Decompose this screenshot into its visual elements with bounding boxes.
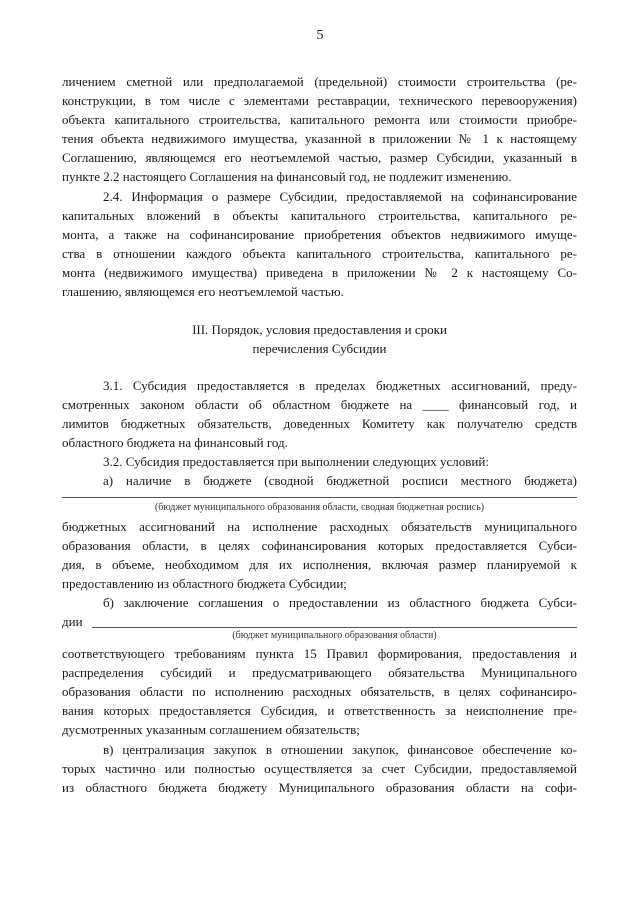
text-line: конструкции, в том числе с элементами реставрации, технического перевооружения) [62, 93, 577, 108]
text-line: образования области по исполнению расходных обязательств, в целях софинансиро- [62, 684, 577, 699]
page-number: 5 [316, 28, 324, 43]
text-line: б) заключение соглашения о предоставлении из областного бюджета Субси- [103, 595, 577, 610]
text-line: областного бюджета на финансовый год. [62, 435, 288, 450]
text-line: в) централизация закупок в отношении закупок, финансовое обеспечение ко- [103, 742, 577, 757]
text-line: ства в отношении каждого объекта капитального строительства, капитального ре- [62, 246, 577, 261]
text-line: монта (недвижимого имущества) приведена в приложении № 2 к настоящему Со- [62, 265, 577, 280]
text-line: дусмотренных указанным соглашением обязательств; [62, 722, 360, 737]
text-line: пункте 2.2 настоящего Соглашения на финансовый год, не подлежит изменению. [62, 169, 512, 184]
text-line: 2.4. Информация о размере Субсидии, предоставляемой на софинансирование [103, 189, 577, 204]
text-line: дии [62, 614, 83, 629]
fill-in-line [62, 497, 577, 498]
text-line: объекта капитального строительства, капитального ремонта или стоимости приобре- [62, 112, 577, 127]
text-line: бюджетных ассигнований на исполнение расходных обязательств муниципального [62, 519, 577, 534]
text-line: из областного бюджета бюджету Муниципального образования области на софи- [62, 780, 577, 795]
text-line: монта, а также на софинансирование приобретения объектов недвижимого имуще- [62, 227, 577, 242]
text-line: торых частично или полностью осуществляется за счет Субсидии, предоставляемой [62, 761, 577, 776]
field-caption: (бюджет муниципального образования области) [232, 630, 437, 641]
text-line: распределения субсидий и предусматривающего обязательства Муниципального [62, 665, 577, 680]
text-line: лимитов бюджетных обязательств, доведенных Комитету как получателю средств [62, 416, 577, 431]
text-line: смотренных законом области об областном бюджете на ____ финансовый год, и [62, 397, 577, 412]
text-line: дия, в объеме, необходимом для их исполнения, включая размер планируемой к [62, 557, 577, 572]
fill-in-line [92, 627, 577, 628]
text-line: соответствующего требованиям пункта 15 Правил формирования, предоставления и [62, 646, 577, 661]
text-line: 3.2. Субсидия предоставляется при выполнении следующих условий: [103, 454, 489, 469]
text-line: личением сметной или предполагаемой (предельной) стоимости строительства (ре- [62, 74, 577, 89]
text-line: образования области, в целях софинансирования которых предоставляется Субси- [62, 538, 577, 553]
text-line: капитальных вложений в объекты капитального строительства, капитального ре- [62, 208, 577, 223]
field-caption: (бюджет муниципального образования области, сводная бюджетная роспись) [154, 502, 485, 513]
section-title: III. Порядок, условия предоставления и сроки [192, 322, 447, 337]
text-line: а) наличие в бюджете (сводной бюджетной росписи местного бюджета) [103, 473, 577, 488]
text-line: предоставлению из областного бюджета Субсидии; [62, 576, 347, 591]
text-line: вания которых предоставляется Субсидия, и ответственность за неисполнение пре- [62, 703, 577, 718]
section-title: перечисления Субсидии [252, 341, 387, 356]
text-line: 3.1. Субсидия предоставляется в пределах бюджетных ассигнований, преду- [103, 378, 577, 393]
text-line: глашению, являющемся его неотъемлемой частью. [62, 284, 344, 299]
text-line: тения объекта недвижимого имущества, указанной в приложении № 1 к настоящему [62, 131, 577, 146]
text-line: Соглашению, являющемся его неотъемлемой частью, размер Субсидии, указанный в [62, 150, 577, 165]
